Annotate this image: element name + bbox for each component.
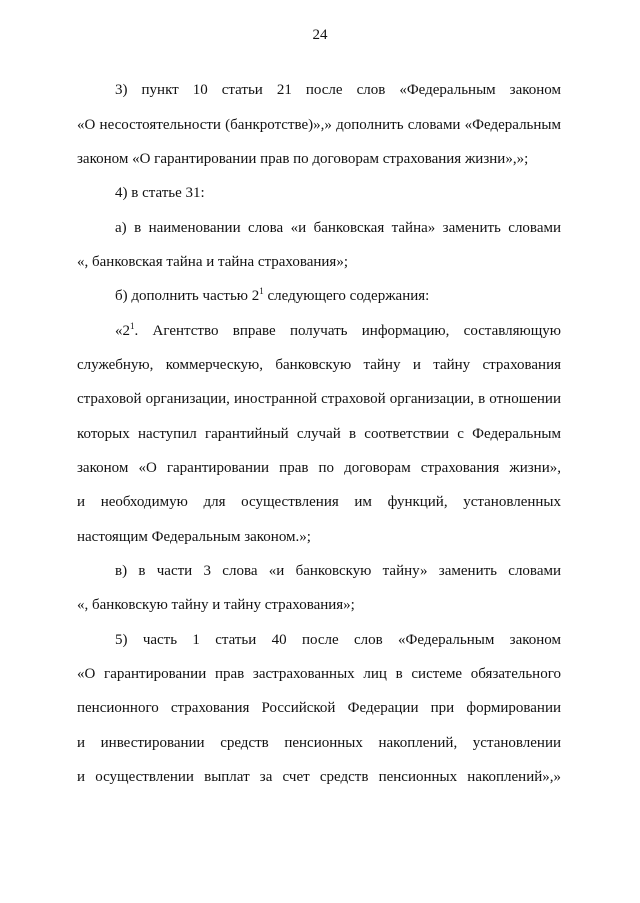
paragraph-line: которых наступил гарантийный случай в соответствии с Федеральным	[77, 426, 561, 442]
paragraph-line: настоящим Федеральным законом.»;	[77, 529, 311, 545]
paragraph-line: законом «О гарантировании прав по договорам страхования жизни»,»;	[77, 151, 529, 167]
paragraph-line: законом «О гарантировании прав по договорам страхования жизни»,	[77, 460, 561, 476]
paragraph-line: служебную, коммерческую, банковскую тайну и тайну страхования	[77, 357, 561, 373]
paragraph-line: и осуществлении выплат за счет средств пенсионных накоплений»,»	[77, 769, 561, 785]
paragraph-line: «О несостоятельности (банкротстве)»,» дополнить словами «Федеральным	[77, 117, 561, 133]
paragraph-line: «, банковскую тайну и тайну страхования»;	[77, 597, 355, 613]
paragraph-line: и необходимую для осуществления им функций, установленных	[77, 494, 561, 510]
paragraph-line	[115, 286, 561, 306]
paragraph-line: пенсионного страхования Российской Федерации при формировании	[77, 700, 561, 716]
paragraph-line: 5) часть 1 статьи 40 после слов «Федеральным законом	[115, 632, 561, 648]
paragraph-line: а) в наименовании слова «и банковская тайна» заменить словами	[115, 220, 561, 236]
text-fragment: . Агентство вправе получать информацию, составляющую	[134, 323, 561, 339]
paragraph-line: 4) в статье 31:	[115, 185, 205, 201]
paragraph-line: «О гарантировании прав застрахованных лиц в системе обязательного	[77, 666, 561, 682]
paragraph-line: 3) пункт 10 статьи 21 после слов «Федеральным законом	[115, 82, 561, 98]
paragraph-line: и инвестировании средств пенсионных накоплений, установлении	[77, 735, 561, 751]
superscript: 1	[259, 286, 264, 296]
paragraph-line	[115, 321, 561, 341]
page-number: 24	[312, 27, 328, 43]
text-fragment: б) дополнить частью 2	[115, 288, 260, 304]
paragraph-line: страховой организации, иностранной страховой организации, в отношении	[77, 391, 561, 407]
text-fragment: следующего содержания:	[263, 288, 430, 304]
superscript: 1	[130, 321, 135, 331]
paragraph-line: в) в части 3 слова «и банковскую тайну» заменить словами	[115, 563, 561, 579]
paragraph-line: «, банковская тайна и тайна страхования»;	[77, 254, 349, 270]
text-fragment: «2	[115, 323, 130, 339]
